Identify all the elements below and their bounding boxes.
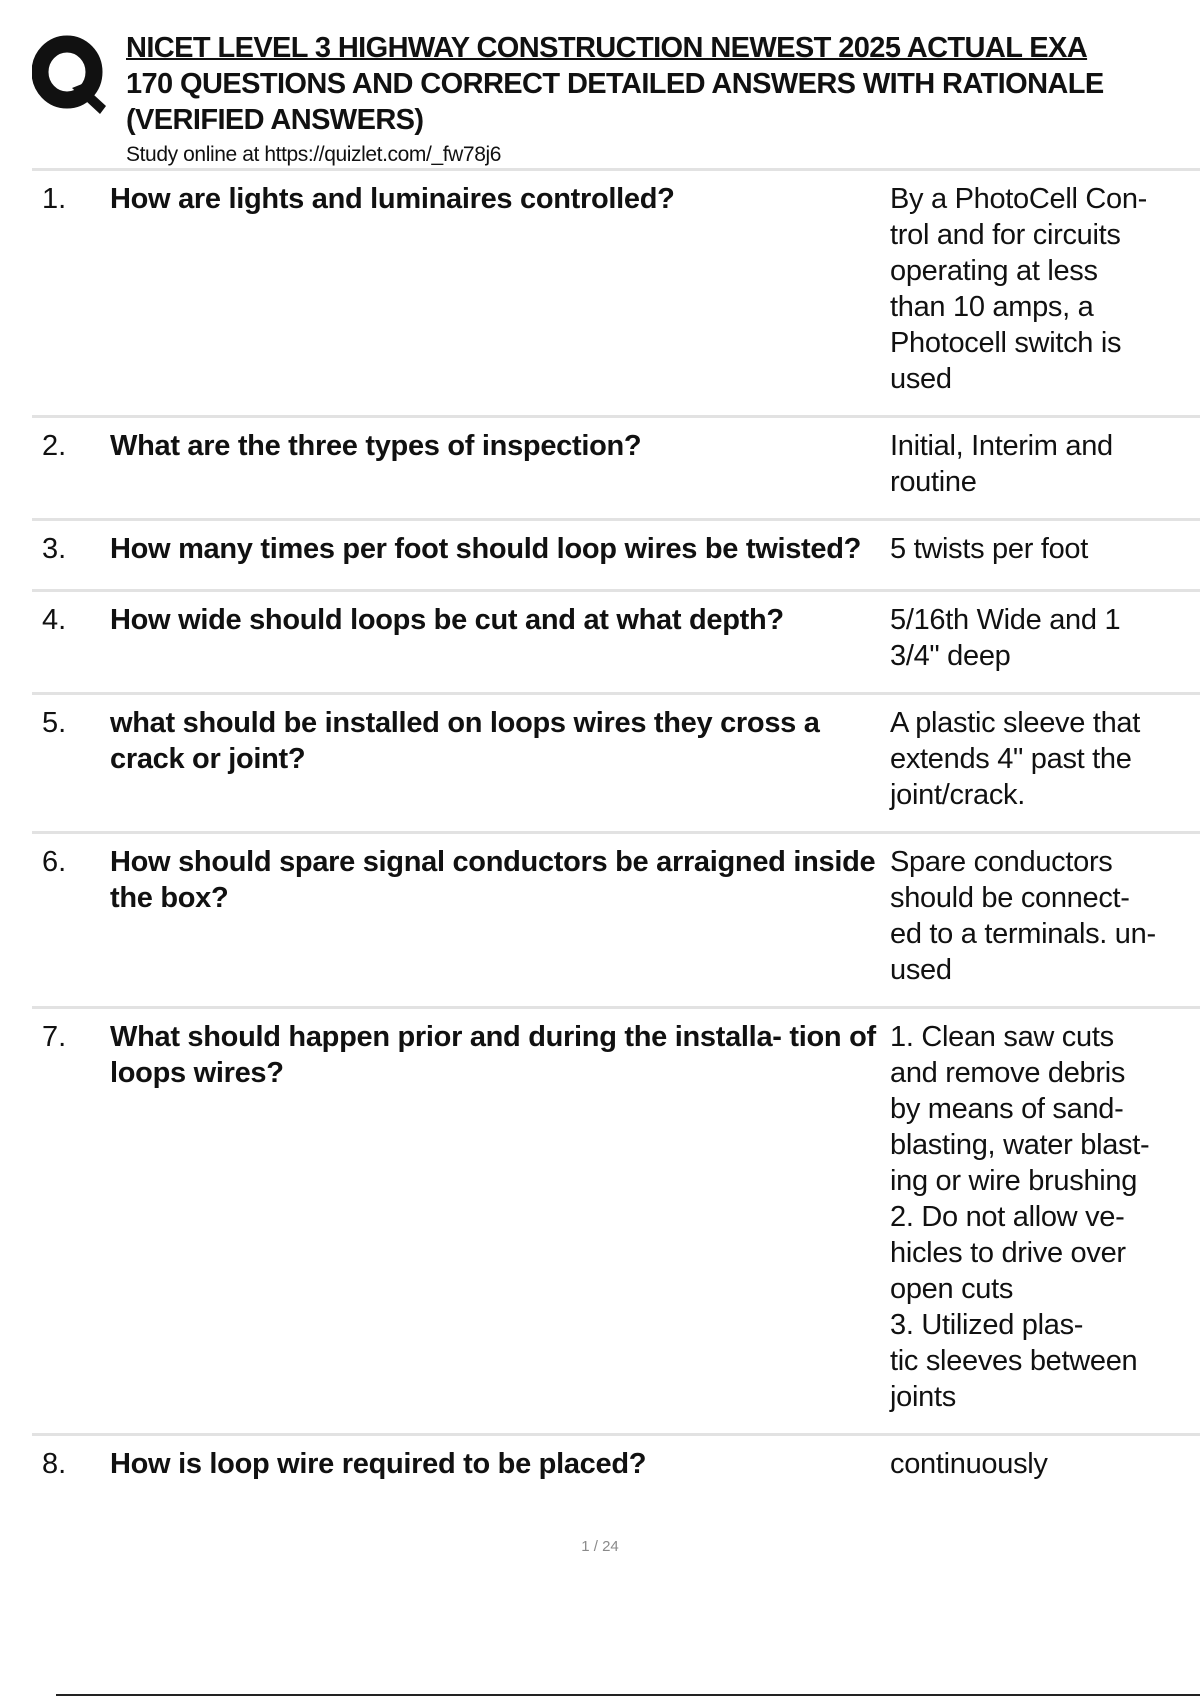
qa-row	[32, 521, 1200, 592]
question-text: What should happen prior and during the installa- tion of loops wires?	[110, 1021, 876, 1089]
question-text: What are the three types of inspection?	[110, 430, 642, 462]
qa-row	[32, 171, 1200, 418]
answer-line: 3. Utilized plas-	[890, 1309, 1084, 1341]
document-title-line-2: 170 QUESTIONS AND CORRECT DETAILED ANSWERS WITH RATIONALE	[126, 68, 1104, 100]
question-text: How should spare signal conductors be arraigned inside the box?	[110, 846, 876, 914]
answer-line: continuously	[890, 1448, 1048, 1480]
question-text: How are lights and luminaires controlled?	[110, 183, 675, 215]
answer-line: ing or wire brushing	[890, 1165, 1138, 1197]
bottom-divider	[56, 1694, 1200, 1696]
qa-row	[32, 418, 1200, 521]
answer-line: Photocell switch is	[890, 327, 1122, 359]
question-text: what should be installed on loops wires they cross a crack or joint?	[110, 707, 820, 775]
answer-line: extends 4" past the	[890, 743, 1132, 775]
answer-line: trol and for circuits	[890, 219, 1121, 251]
answer-line: open cuts	[890, 1273, 1014, 1305]
question-text: How many times per foot should loop wires be twisted?	[110, 533, 862, 565]
answer-line: 5/16th Wide and 1	[890, 604, 1121, 636]
qa-row	[32, 1436, 1200, 1504]
document-title-line-1: NICET LEVEL 3 HIGHWAY CONSTRUCTION NEWEST 2025 ACTUAL EXA	[126, 32, 1088, 64]
answer-line: tic sleeves between	[890, 1345, 1138, 1377]
answer-line: blasting, water blast-	[890, 1129, 1150, 1161]
question-text: How wide should loops be cut and at what depth?	[110, 604, 784, 636]
answer-text	[890, 602, 1190, 674]
answer-line: By a PhotoCell Con-	[890, 183, 1148, 215]
answer-line: 3/4" deep	[890, 640, 1011, 672]
answer-line: joints	[890, 1381, 956, 1413]
document-header	[32, 30, 1200, 170]
answer-line: and remove debris	[890, 1057, 1126, 1089]
answer-line: ed to a terminals. un-	[890, 918, 1156, 950]
question-number: 6.	[42, 846, 67, 878]
question-number: 3.	[42, 533, 67, 565]
answer-text	[890, 844, 1190, 988]
answer-line: than 10 amps, a	[890, 291, 1094, 323]
title-block	[126, 30, 1200, 168]
question-text: How is loop wire required to be placed?	[110, 1448, 647, 1480]
answer-text	[890, 428, 1190, 500]
answer-text	[890, 181, 1190, 397]
question-number: 4.	[42, 604, 67, 636]
question-number: 2.	[42, 430, 67, 462]
answer-line: Initial, Interim and	[890, 430, 1113, 462]
document-title-line-3: (VERIFIED ANSWERS)	[126, 104, 424, 136]
answer-line: A plastic sleeve that	[890, 707, 1141, 739]
question-number: 7.	[42, 1021, 67, 1053]
page-number: 1 / 24	[581, 1538, 619, 1555]
answer-line: Spare conductors	[890, 846, 1113, 878]
question-number: 8.	[42, 1448, 67, 1480]
answer-text	[890, 1019, 1190, 1415]
qa-row	[32, 1009, 1200, 1436]
qa-row	[32, 592, 1200, 695]
question-number: 1.	[42, 183, 67, 215]
answer-line: used	[890, 363, 952, 395]
question-number: 5.	[42, 707, 67, 739]
answer-line: routine	[890, 466, 977, 498]
answer-line: 2. Do not allow ve-	[890, 1201, 1125, 1233]
answer-text	[890, 705, 1190, 813]
answer-line: should be connect-	[890, 882, 1130, 914]
answer-text	[890, 531, 1190, 567]
answer-line: used	[890, 954, 952, 986]
answer-text	[890, 1446, 1190, 1482]
quizlet-q-logo-icon	[32, 34, 106, 116]
qa-row	[32, 834, 1200, 1009]
answer-line: hicles to drive over	[890, 1237, 1126, 1269]
answer-line: 1. Clean saw cuts	[890, 1021, 1114, 1053]
answer-line: joint/crack.	[890, 779, 1025, 811]
question-answer-table	[32, 168, 1200, 1504]
answer-line: 5 twists per foot	[890, 533, 1088, 565]
answer-line: operating at less	[890, 255, 1098, 287]
qa-row	[32, 695, 1200, 834]
answer-line: by means of sand-	[890, 1093, 1124, 1125]
study-online-link[interactable]: Study online at https://quizlet.com/_fw78j6	[126, 143, 502, 166]
